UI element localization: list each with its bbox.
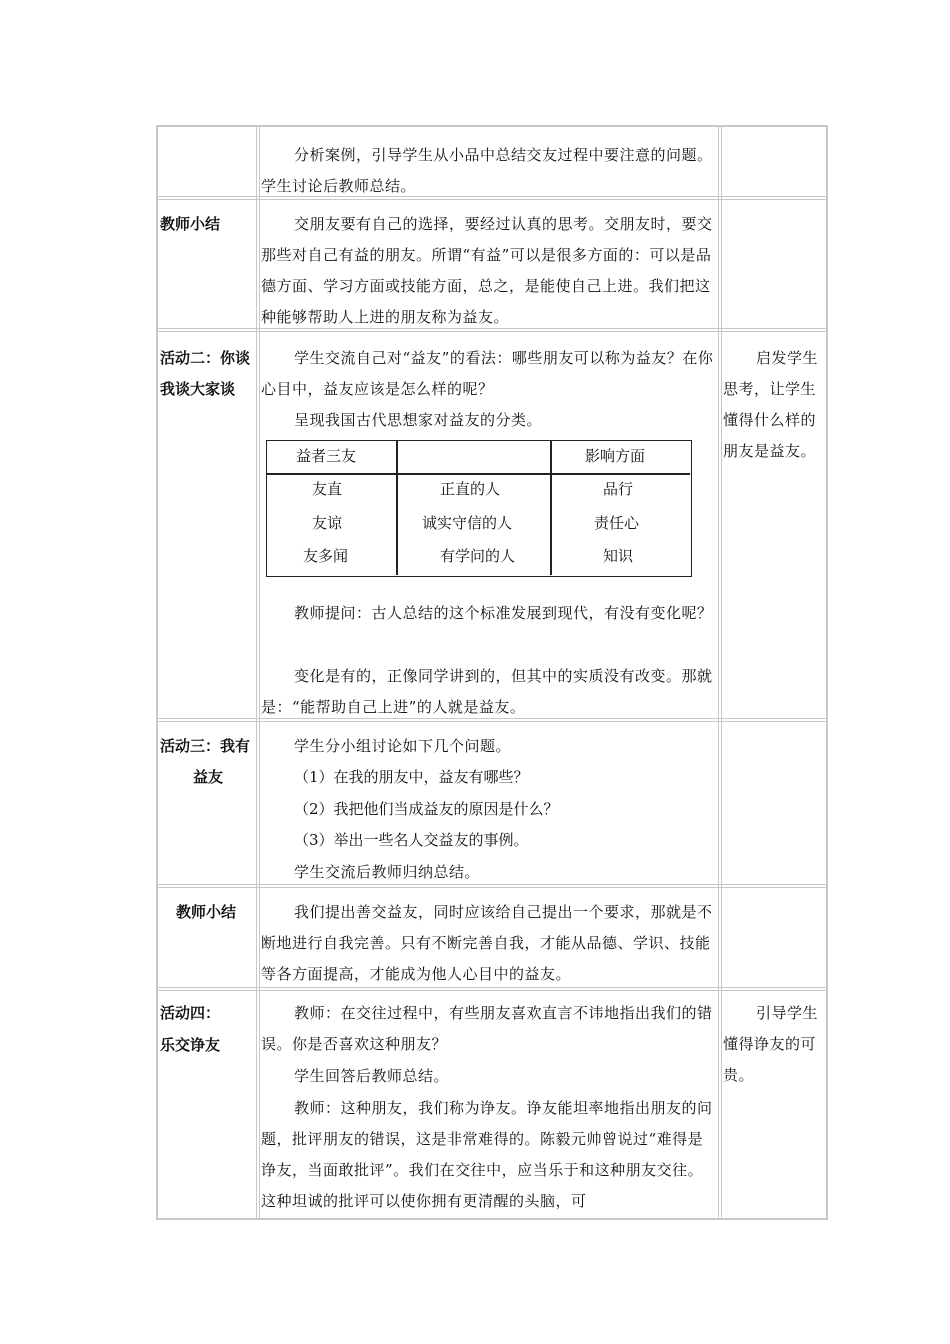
table-cell: 诚实守信的人 — [422, 514, 513, 532]
column-divider-left — [256, 127, 260, 1218]
row-label-teacher-summary-2: 教师小结 — [176, 903, 237, 921]
discussion-question: （1）在我的朋友中，益友有哪些？ — [294, 768, 529, 786]
activity-four-design-note: 引导学生懂得诤友的可贵。 — [723, 1004, 819, 1084]
table-header-cell: 影响方面 — [585, 447, 646, 465]
table-cell: 知识 — [603, 547, 634, 565]
table-row-divider — [267, 473, 690, 475]
row-label-activity-three-line2: 益友 — [193, 768, 224, 786]
case-analysis-text: 分析案例，引导学生从小品中总结交友过程中要注意的问题。学生讨论后教师总结。 — [261, 146, 713, 195]
beneficial-friends-table — [266, 440, 692, 577]
row-label-activity-two-line2: 我谈大家谈 — [160, 380, 236, 398]
row-label-activity-three-line1: 活动三：我有 — [160, 737, 251, 755]
activity-four-paragraph-1: 教师：在交往过程中，有些朋友喜欢直言不讳地指出我们的错误。你是否喜欢这种朋友？ — [261, 1004, 713, 1053]
table-cell: 责任心 — [594, 514, 640, 532]
discussion-question: （2）我把他们当成益友的原因是什么？ — [294, 800, 559, 818]
table-cell: 友直 — [312, 480, 343, 498]
column-divider-right — [718, 127, 722, 1218]
teacher-summary-text: 交朋友要有自己的选择，要经过认真的思考。交朋友时，要交那些对自己有益的朋友。所谓“有益”可以是很多方面的：可以是品德方面、学习方面或技能方面，总之，是能使自己上进。我们把这种能够帮助人上进的朋友称为益友。 — [261, 215, 713, 326]
table-cell: 正直的人 — [440, 480, 501, 498]
activity-four-paragraph-2: 学生回答后教师总结。 — [294, 1067, 450, 1085]
row-label-teacher-summary: 教师小结 — [160, 215, 221, 233]
activity-three-paragraph-2: 学生交流后教师归纳总结。 — [294, 863, 481, 881]
row-label-activity-four-line2: 乐交诤友 — [160, 1036, 221, 1054]
table-cell: 品行 — [603, 480, 634, 498]
table-cell: 友多闻 — [303, 547, 349, 565]
activity-four-paragraph-3: 教师：这种朋友，我们称为诤友。诤友能坦率地指出朋友的问题，批评朋友的错误，这是非常难得的。陈毅元帅曾说过“难得是诤友，当面敢批评”。我们在交往中，应当乐于和这种朋友交往。这种坦诚的批评可以使你拥有更清醒的头脑，可 — [261, 1099, 713, 1210]
table-cell: 友谅 — [312, 514, 343, 532]
activity-two-paragraph-1: 学生交流自己对“益友”的看法：哪些朋友可以称为益友？在你心目中，益友应该是怎么样的呢？ — [261, 349, 714, 398]
table-cell: 有学问的人 — [440, 547, 516, 565]
table-col-divider — [550, 441, 552, 575]
row-label-activity-four-line1: 活动四： — [160, 1004, 221, 1022]
table-col-divider — [396, 441, 398, 575]
discussion-question: （3）举出一些名人交益友的事例。 — [294, 831, 529, 849]
activity-three-paragraph-1: 学生分小组讨论如下几个问题。 — [294, 737, 512, 755]
activity-two-paragraph-3: 教师提问：古人总结的这个标准发展到现代，有没有变化呢？ — [294, 604, 713, 622]
table-header-cell: 益者三友 — [296, 447, 357, 465]
teacher-summary-2-text: 我们提出善交益友，同时应该给自己提出一个要求，那就是不断地进行自我完善。只有不断完善自我，才能从品德、学识、技能等各方面提高，才能成为他人心目中的益友。 — [261, 903, 713, 983]
row-label-activity-two-line1: 活动二：你谈 — [160, 349, 251, 367]
activity-two-paragraph-2: 呈现我国古代思想家对益友的分类。 — [294, 411, 543, 429]
activity-two-paragraph-4: 变化是有的，正像同学讲到的，但其中的实质没有改变。那就是：“能帮助自己上进”的人就是益友。 — [261, 667, 713, 716]
activity-two-design-note: 启发学生思考，让学生懂得什么样的朋友是益友。 — [723, 349, 819, 460]
